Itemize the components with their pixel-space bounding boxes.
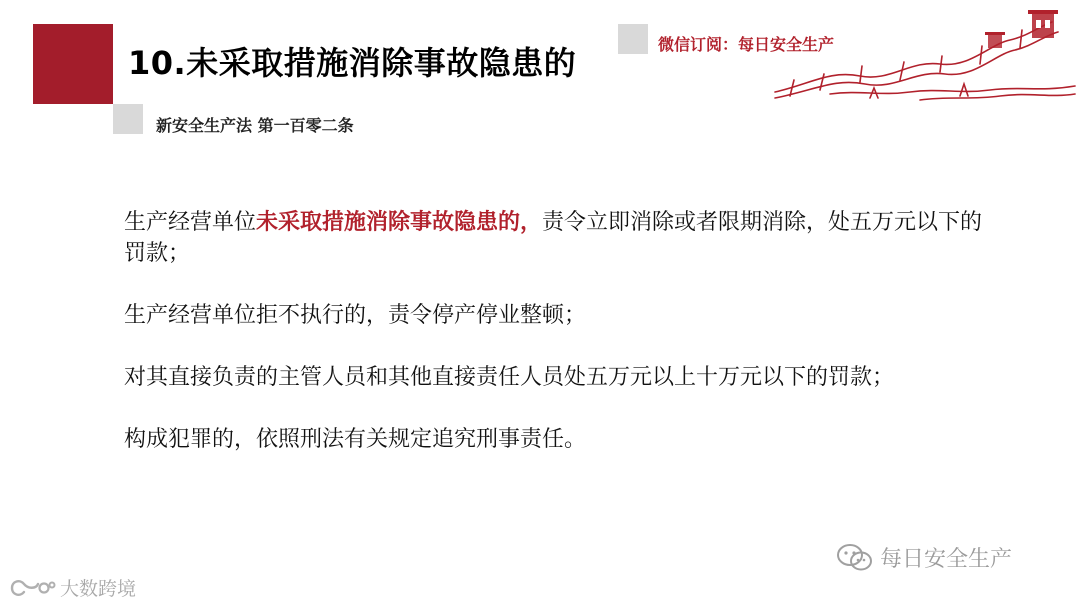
great-wall-illustration: [770, 10, 1080, 102]
article-body: [124, 207, 1004, 486]
slide-title: 10.未采取措施消除事故隐患的: [128, 44, 577, 82]
watermark-left-text: 大数跨境: [60, 578, 137, 600]
paragraph-2: 生产经营单位拒不执行的，责令停产停业整顿；: [124, 303, 587, 328]
paragraph-4: 构成犯罪的，依照刑法有关规定追究刑事责任。: [124, 427, 587, 452]
logo-icon: [8, 576, 56, 600]
wechat-icon: [836, 543, 874, 573]
watermark-logo: [8, 574, 136, 601]
gray-square-subtitle: [113, 104, 143, 134]
p1-highlight-text: 未采取措施消除事故隐患的，: [256, 209, 543, 235]
gray-square-top: [618, 24, 648, 54]
watermark-right-text: 每日安全生产: [880, 547, 1013, 572]
p1-end-text: 责令立即消除或者限期消除，处五万元以下的罚款；: [124, 210, 983, 266]
watermark-wechat: [836, 542, 1012, 573]
p1-start-text: 生产经营单位: [124, 210, 257, 235]
slide-subtitle: 新安全生产法 第一百零二条: [156, 116, 354, 135]
red-accent-block: [33, 24, 113, 104]
wechat-subscribe-label: 微信订阅：每日安全生产: [658, 35, 835, 54]
paragraph-3: 对其直接负责的主管人员和其他直接责任人员处五万元以上十万元以下的罚款；: [124, 365, 895, 390]
paragraph-1: [124, 207, 1004, 269]
